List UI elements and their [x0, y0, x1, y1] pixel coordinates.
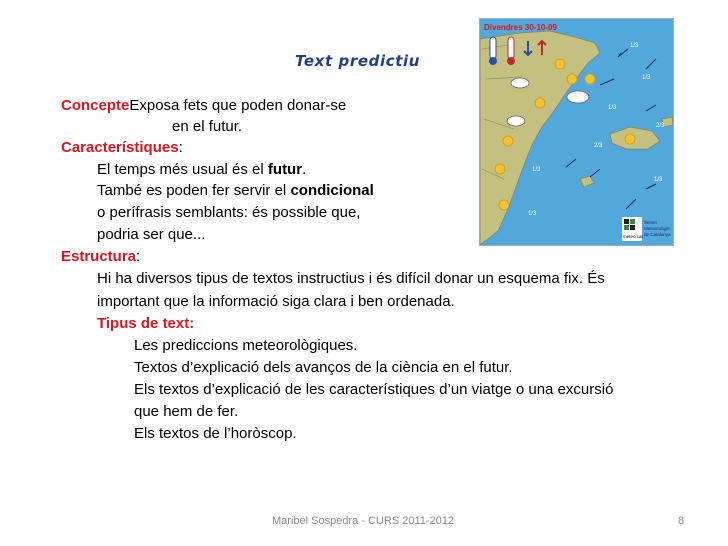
caracteristiques-l1-end: .: [302, 161, 307, 178]
thermometer-hot-icon: [508, 37, 514, 59]
caracteristiques-line3: o perífrasis semblants: és possible que,: [97, 204, 361, 221]
wave-label: 2/3: [594, 143, 603, 149]
estructura-colon: :: [136, 248, 141, 265]
estructura-line1: Hi ha diversos tipus de textos instructius i és difícil donar un esquema fix. És: [97, 270, 605, 287]
wave-label: 1/3: [528, 211, 537, 217]
tipus-label: Tipus de text:: [97, 315, 195, 332]
tipus-item: Textos d’explicació dels avanços de la ciència en el futur.: [134, 359, 513, 376]
concepte-label: Concepte: [61, 97, 130, 114]
caracteristiques-heading: [61, 138, 183, 157]
caracteristiques-l2-text: També es poden fer servir el: [97, 182, 291, 199]
tipus-item: Els textos de l’horòscop.: [134, 425, 297, 442]
wave-label: 1/3: [630, 43, 639, 49]
caracteristiques-l1-text: El temps més usual és el: [97, 161, 268, 178]
caracteristiques-colon: :: [178, 139, 183, 156]
meteocat-logo-text: meteo.cat: [623, 234, 643, 239]
estructura-heading: [61, 247, 140, 266]
keyword-condicional: condicional: [290, 182, 374, 199]
wave-label: 1/3: [654, 177, 663, 183]
caracteristiques-line1: [97, 160, 306, 179]
estructura-line2: important que la informació siga clara i ben ordenada.: [97, 293, 455, 310]
caracteristiques-label: Característiques: [61, 139, 179, 156]
wave-label: 1/3: [642, 75, 651, 81]
keyword-futur: futur: [267, 161, 303, 178]
concepte-text1: Exposa fets que poden donar-se: [129, 97, 347, 114]
caracteristiques-line2: [97, 181, 374, 200]
tipus-item: Els textos d’explicació de les característiques d’un viatge o una excursió: [134, 381, 614, 398]
tipus-item: Les prediccions meteorològiques.: [134, 337, 358, 354]
service-name-line2: Meteorològic: [644, 226, 670, 231]
thermometer-cold-icon: [490, 37, 496, 59]
wave-label: 1/3: [608, 105, 617, 111]
concepte-line1: [61, 96, 346, 115]
tipus-item: que hem de fer.: [134, 403, 239, 420]
map-date: Divendres 30-10-09: [484, 23, 557, 32]
slide-title: Text predictiu: [295, 52, 421, 70]
footer-author: Maribel Sospedra - CURS 2011-2012: [272, 515, 454, 527]
weather-map-graphic: [480, 19, 673, 245]
wave-label: 2/3: [656, 123, 665, 129]
caracteristiques-line4: podria ser que...: [97, 226, 206, 243]
weather-map: [479, 18, 674, 246]
estructura-label: Estructura: [61, 248, 137, 265]
service-name-line1: Servei: [644, 220, 657, 225]
service-name-line3: de Catalunya: [644, 232, 671, 237]
page-number: 8: [678, 515, 685, 527]
concepte-text2: en el futur.: [172, 118, 243, 135]
wave-label: 1/3: [532, 167, 541, 173]
